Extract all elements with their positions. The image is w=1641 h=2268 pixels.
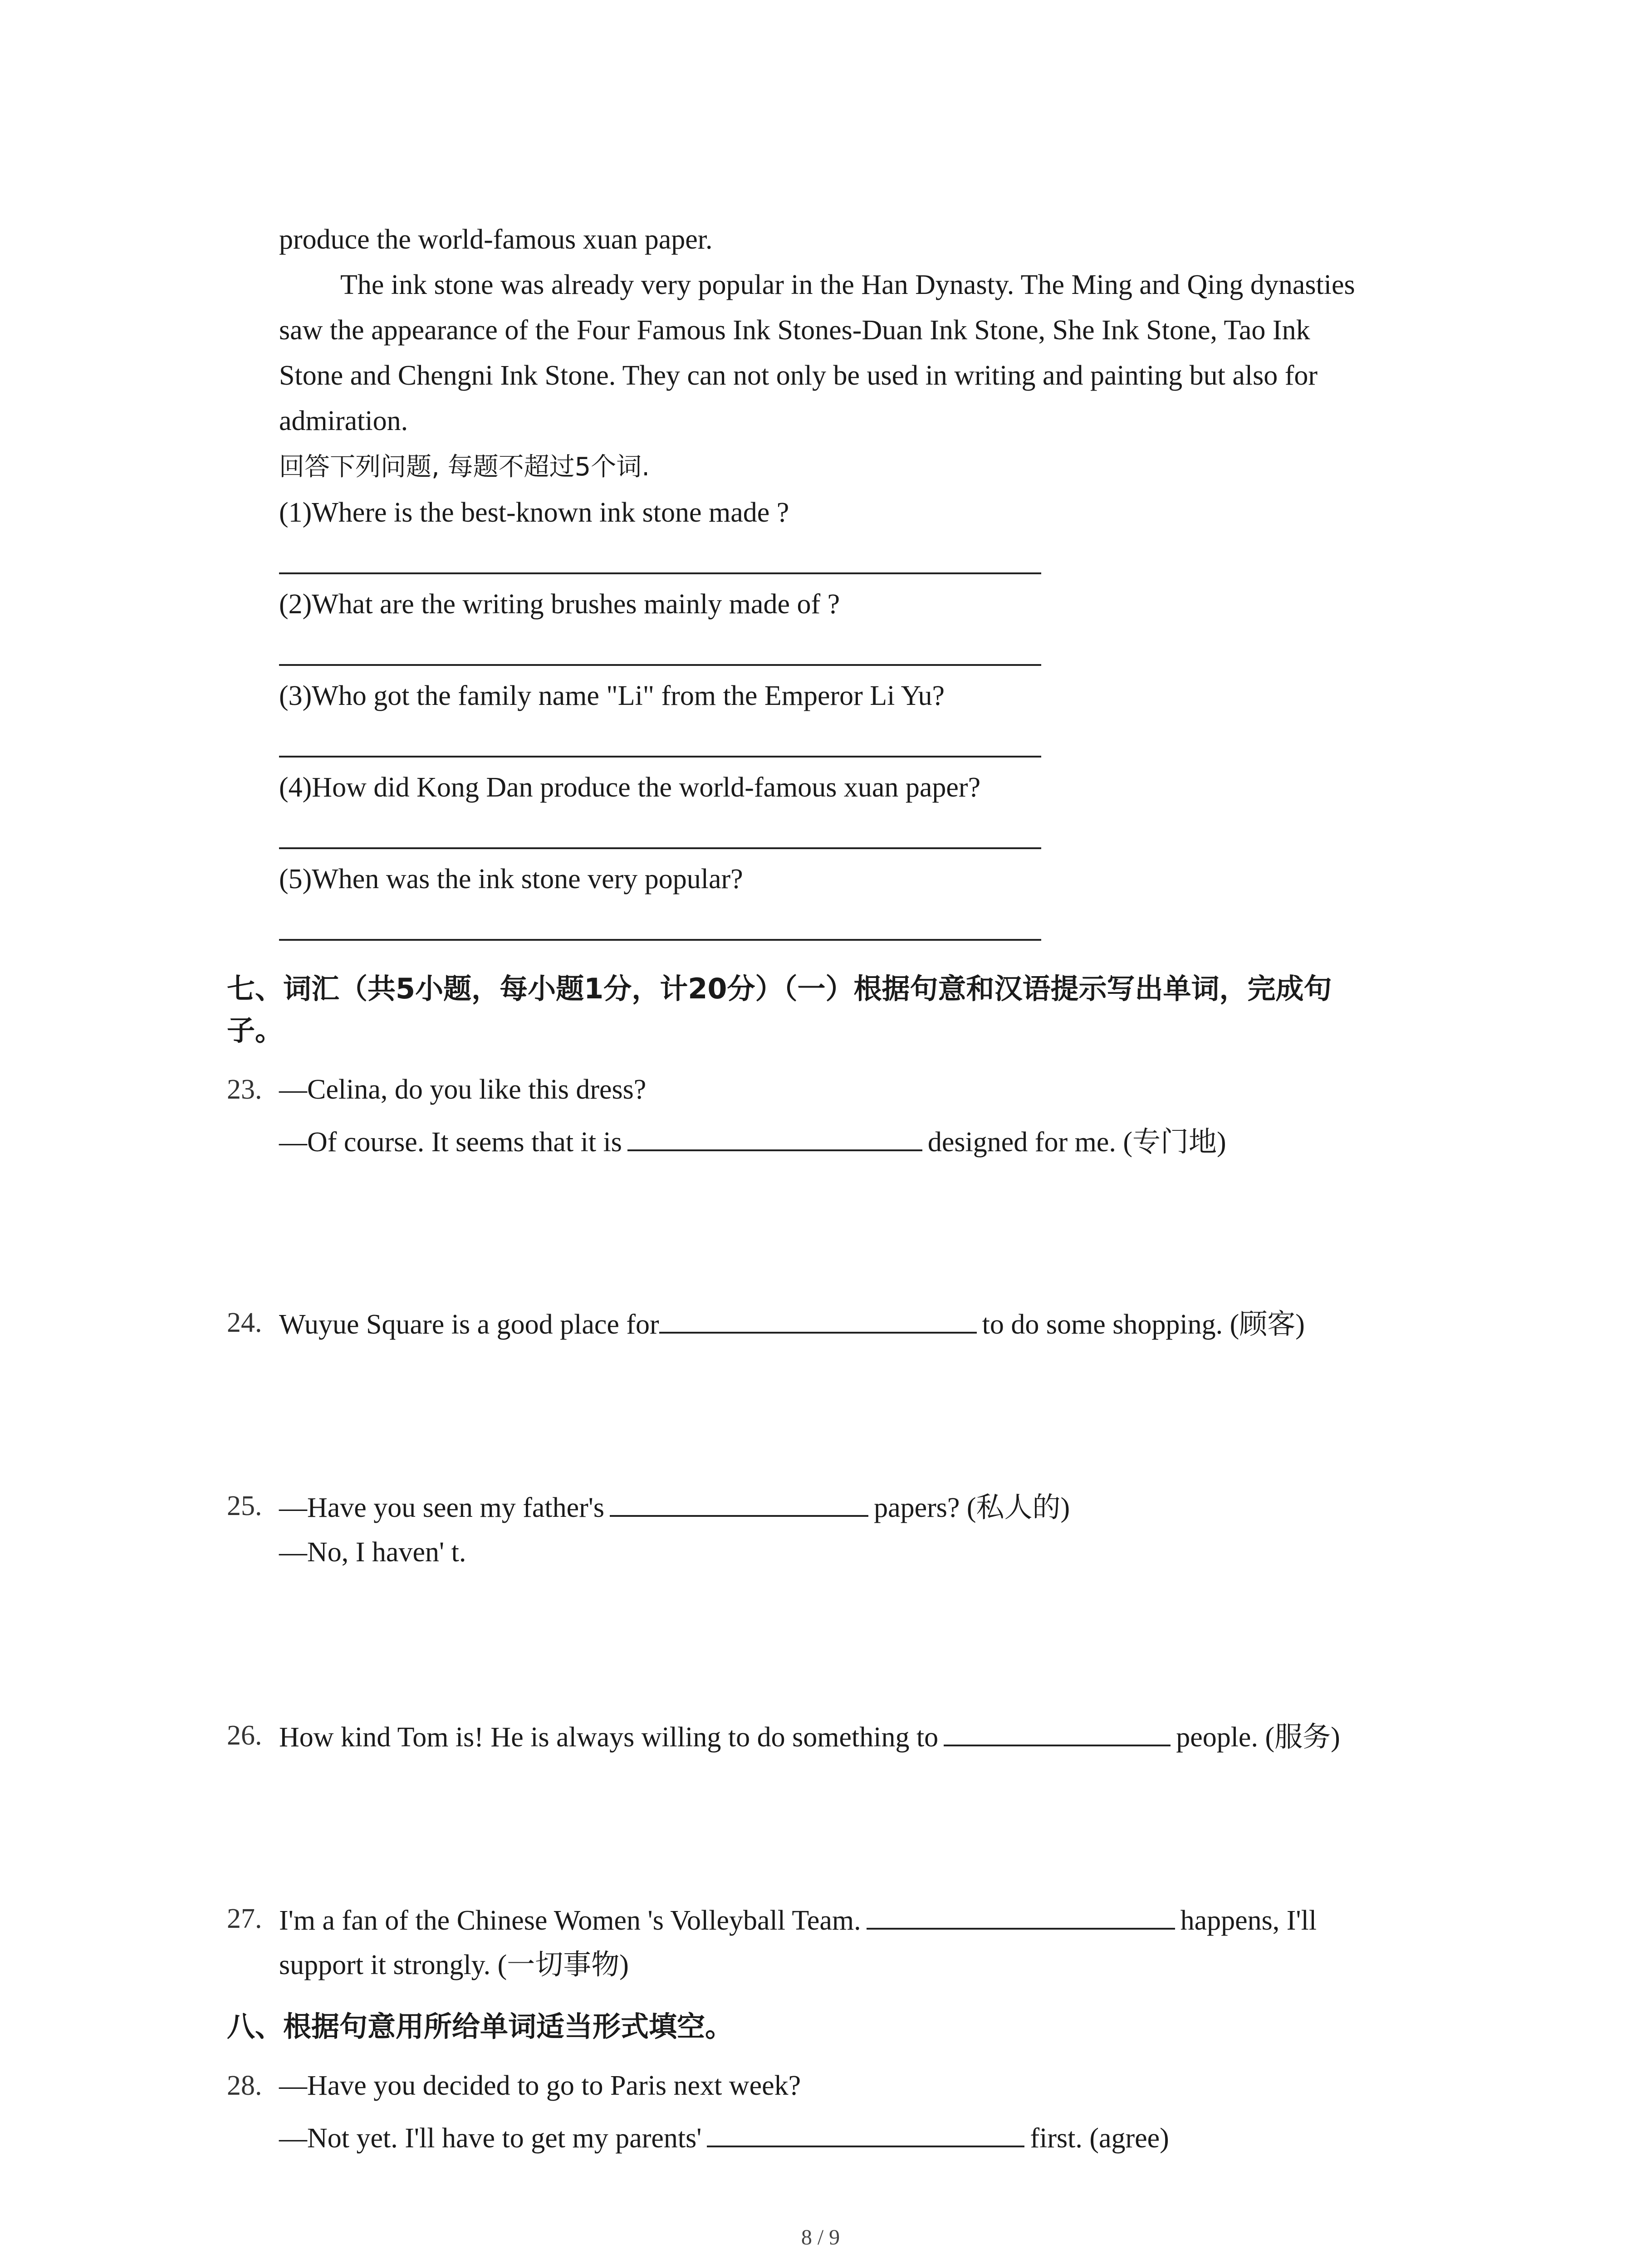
q25-text-before: —Have you seen my father's xyxy=(279,1492,605,1523)
passage-line: produce the world-famous xuan paper. xyxy=(279,224,713,255)
q23-text-before: —Of course. It seems that it is xyxy=(279,1127,622,1158)
q26-text-before: How kind Tom is! He is always willing to do something to xyxy=(279,1722,939,1753)
q26-line xyxy=(279,1717,1340,1755)
q27-line2: support it strongly. (一切事物) xyxy=(279,1950,629,1980)
q27-text-after: happens, I'll xyxy=(1180,1905,1317,1936)
question-number: 27. xyxy=(227,1903,262,1934)
q23-line2 xyxy=(279,1122,1226,1160)
answer-line-3[interactable] xyxy=(279,756,1041,758)
passage-line: saw the appearance of the Four Famous Ink Stones-Duan Ink Stone, She Ink Stone, Tao Ink xyxy=(279,315,1310,346)
question-number: 26. xyxy=(227,1720,262,1751)
q26-blank[interactable] xyxy=(944,1717,1171,1746)
q28-blank[interactable] xyxy=(707,2118,1024,2147)
q24-blank[interactable] xyxy=(659,1305,977,1334)
q27-line1 xyxy=(279,1901,1317,1939)
q23-line1: —Celina, do you like this dress? xyxy=(279,1074,647,1105)
q23-blank[interactable] xyxy=(627,1122,922,1151)
q26-text-after: people. (服务) xyxy=(1176,1722,1340,1753)
reading-question-2: (2)What are the writing brushes mainly made of ? xyxy=(279,589,840,620)
q24-text-after: to do some shopping. (顾客) xyxy=(982,1309,1305,1340)
q25-text-after: papers? (私人的) xyxy=(874,1492,1070,1523)
q28-line2 xyxy=(279,2118,1169,2156)
q25-blank[interactable] xyxy=(610,1488,868,1517)
q25-line2: —No, I haven' t. xyxy=(279,1537,466,1568)
q24-line xyxy=(279,1305,1305,1343)
question-number: 28. xyxy=(227,2070,262,2101)
reading-question-5: (5)When was the ink stone very popular? xyxy=(279,864,743,894)
q28-text-after: first. (agree) xyxy=(1030,2123,1169,2154)
q28-line1: —Have you decided to go to Paris next week? xyxy=(279,2070,801,2101)
section-8-heading: 八、根据句意用所给单词适当形式填空。 xyxy=(227,2010,734,2043)
passage-line: The ink stone was already very popular in the Han Dynasty. The Ming and Qing dynasties xyxy=(340,269,1355,300)
question-number: 23. xyxy=(227,1074,262,1105)
section-7-heading: 七、词汇（共5小题，每小题1分，计20分）（一）根据句意和汉语提示写出单词，完成句 xyxy=(227,972,1332,1005)
reading-question-1: (1)Where is the best-known ink stone made ? xyxy=(279,497,789,528)
q28-text-before: —Not yet. I'll have to get my parents' xyxy=(279,2123,702,2154)
answer-line-1[interactable] xyxy=(279,572,1041,574)
q27-text-before: I'm a fan of the Chinese Women 's Volleyball Team. xyxy=(279,1905,861,1936)
question-number: 24. xyxy=(227,1307,262,1338)
reading-question-4: (4)How did Kong Dan produce the world-famous xuan paper? xyxy=(279,772,981,803)
q25-line1 xyxy=(279,1488,1070,1526)
q27-blank[interactable] xyxy=(867,1901,1175,1930)
answer-line-5[interactable] xyxy=(279,939,1041,941)
reading-instruction: 回答下列问题, 每题不超过5个词. xyxy=(279,452,650,482)
question-number: 25. xyxy=(227,1491,262,1521)
page-number: 8 / 9 xyxy=(801,2225,840,2249)
passage-line: admiration. xyxy=(279,406,408,436)
answer-line-2[interactable] xyxy=(279,664,1041,666)
q24-text-before: Wuyue Square is a good place for xyxy=(279,1309,659,1340)
answer-line-4[interactable] xyxy=(279,847,1041,849)
section-7-heading-cont: 子。 xyxy=(227,1014,284,1047)
reading-question-3: (3)Who got the family name "Li" from the Emperor Li Yu? xyxy=(279,680,945,711)
q23-text-after: designed for me. (专门地) xyxy=(927,1127,1226,1158)
passage-line: Stone and Chengni Ink Stone. They can not only be used in writing and painting but also for xyxy=(279,360,1318,391)
